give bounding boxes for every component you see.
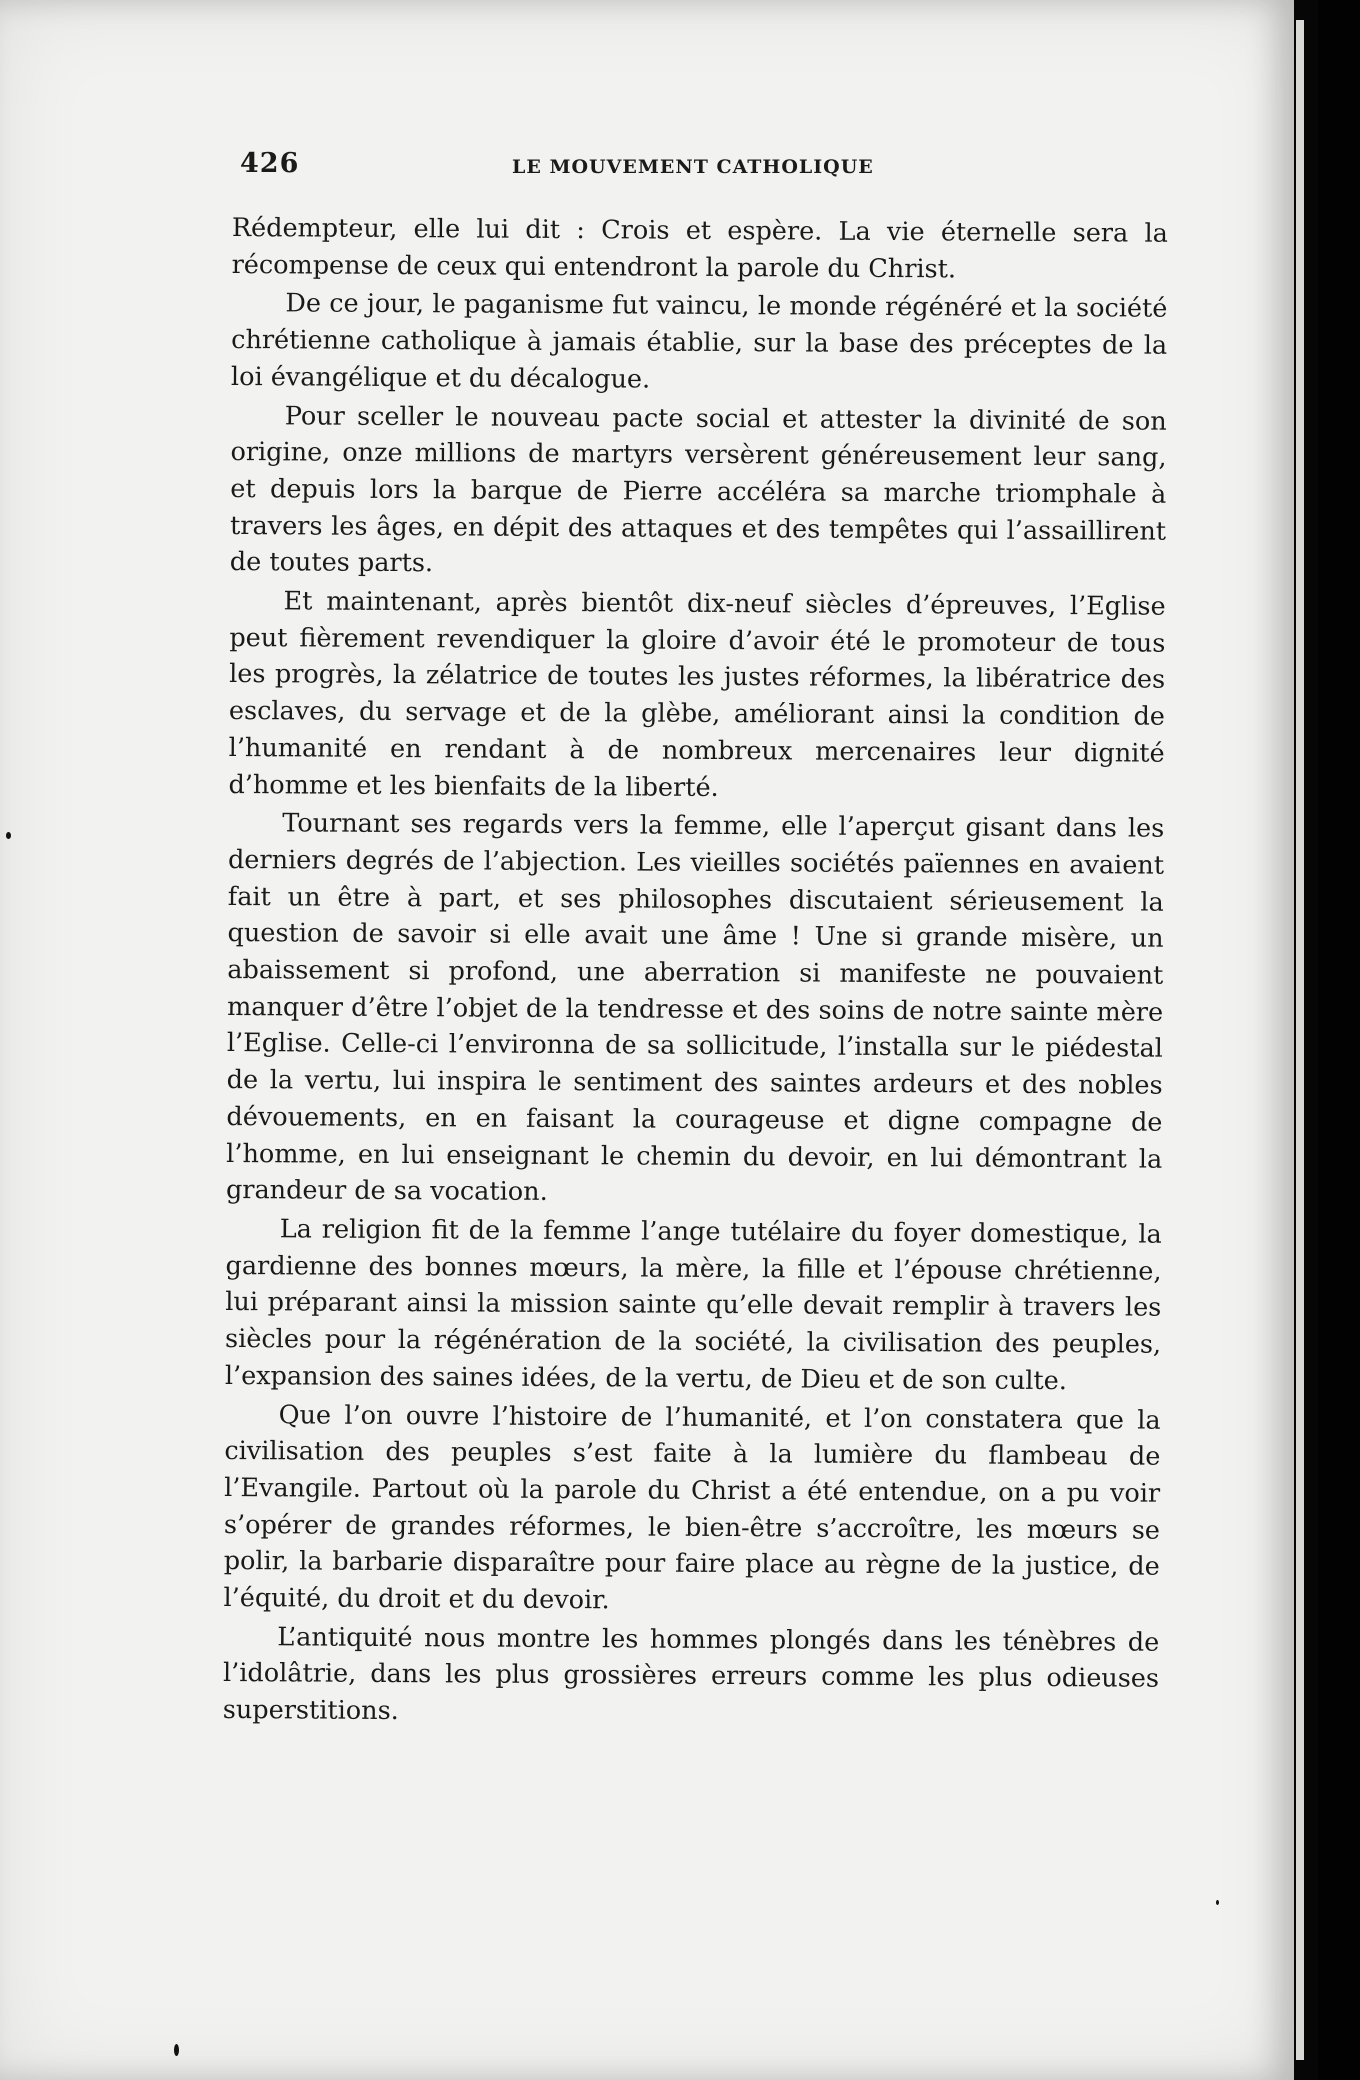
paragraph-8: L’antiquité nous montre les hommes plongés dans les ténèbres de l’idolâtrie, dans les plus grossières erreurs comme les plus odieuses superstitions. bbox=[222, 1622, 1160, 1727]
paragraph-5: Tournant ses regards vers la femme, elle l’aperçut gisant dans les derniers degrés de l’abjection. Les vieilles sociétés païennes en avaient fait un être à part, et ses philosophes discutaient sérieusement la question de savoir si elle avait une âme ! Une si grande misère, un abaissement si profond, une aberration si manifeste ne pouvaient manquer d’être l’objet de la tendresse et des soins de notre sainte mère l’Eglise. Celle-ci l’environna de sa sollicitude, l’installa sur le piédestal de la vertu, lui inspira le sentiment des saintes ardeurs et des nobles dévouements, en en faisant la courageuse et digne compagne de l’homme, en lui enseignant le chemin du devoir, en lui démontrant la grandeur de sa vocation. bbox=[225, 808, 1165, 1208]
paragraph-6: La religion fit de la femme l’ange tutélaire du foyer domestique, la gardienne des bonnes mœurs, la mère, la fille et l’épouse chrétienne, lui préparant ainsi la mission sainte qu’elle devait remplir à travers les siècles pour la régénération de la société, la civilisation des peuples, l’expansion des saines idées, de la vertu, de Dieu et de son culte. bbox=[224, 1214, 1162, 1396]
body-text bbox=[223, 210, 1168, 1735]
paragraph-2: De ce jour, le paganisme fut vaincu, le monde régénéré et la société chrétienne catholique à jamais établie, sur la base des préceptes de la loi évangélique et du décalogue. bbox=[230, 288, 1168, 395]
running-title: LE MOUVEMENT CATHOLIQUE bbox=[512, 156, 874, 178]
paragraph-4: Et maintenant, après bientôt dix-neuf siècles d’épreuves, l’Eglise peut fièrement revendiquer la gloire d’avoir été le promoteur de tous les progrès, la zélatrice de toutes les justes réformes, la libératrice des esclaves, du servage et de la glèbe, améliorant ainsi la condition de l’humanité en rendant à de nombreux mercenaires leur dignité d’homme et les bienfaits de la liberté. bbox=[228, 586, 1166, 803]
page-header bbox=[240, 150, 1168, 190]
paragraph-7: Que l’on ouvre l’histoire de l’humanité, et l’on constatera que la civilisation des peuples s’est faite à la lumière du flambeau de l’Evangile. Partout où la parole du Christ a été entendue, on a pu voir s’opérer de grandes réformes, le bien-être s’accroître, les mœurs se polir, la barbarie disparaître pour faire place au règne de la justice, de l’équité, du droit et du devoir. bbox=[223, 1399, 1161, 1616]
paragraph-3: Pour sceller le nouveau pacte social et attester la divinité de son origine, onze millions de martyrs versèrent généreusement leur sang, et depuis lors la barque de Pierre accéléra sa marche triomphale à travers les âges, en dépit des attaques et des tempêtes qui l’assaillirent de toutes parts. bbox=[229, 400, 1167, 579]
binding-edge bbox=[1318, 0, 1360, 2080]
scan-speck bbox=[174, 2044, 179, 2056]
scan-speck bbox=[6, 832, 11, 839]
page-edge bbox=[1296, 20, 1304, 2060]
scan-speck bbox=[1216, 1900, 1219, 1905]
page-number: 426 bbox=[240, 148, 300, 179]
paragraph-1: Rédempteur, elle lui dit : Crois et espère. La vie éternelle sera la récompense de ceux qui entendront la parole du Christ. bbox=[231, 212, 1168, 285]
